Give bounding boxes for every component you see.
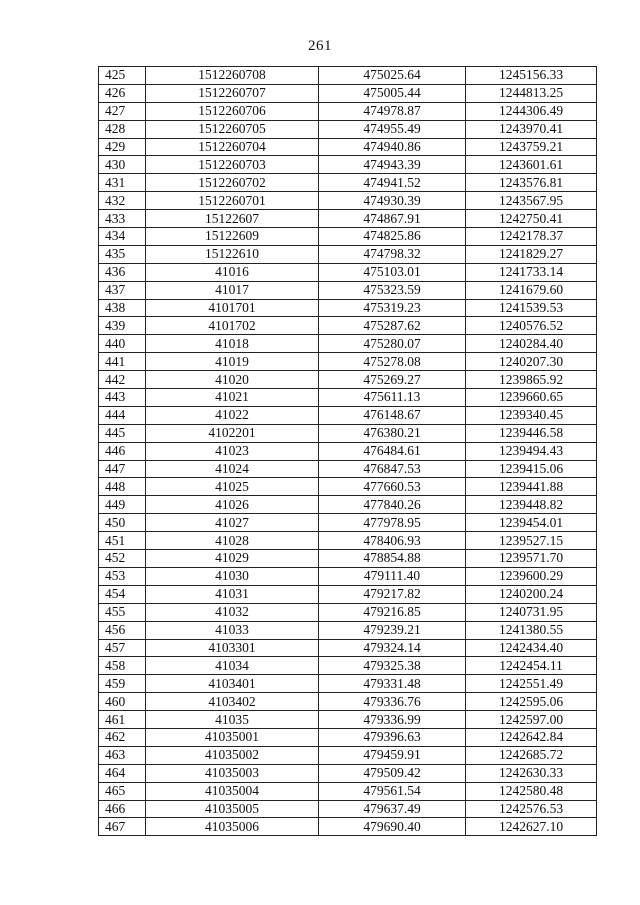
point-id-cell: 41033 [146, 621, 319, 639]
coord-y-cell: 1239527.15 [466, 532, 597, 550]
coord-y-cell: 1239441.88 [466, 478, 597, 496]
coord-y-cell: 1240200.24 [466, 585, 597, 603]
table-row [99, 263, 597, 281]
coord-y-cell: 1240207.30 [466, 353, 597, 371]
table-row [99, 746, 597, 764]
table-row [99, 210, 597, 228]
point-id-cell: 41035003 [146, 764, 319, 782]
coord-x-cell: 476484.61 [319, 442, 466, 460]
row-number-cell: 447 [99, 460, 146, 478]
row-number-cell: 433 [99, 210, 146, 228]
coord-y-cell: 1239415.06 [466, 460, 597, 478]
table-row [99, 299, 597, 317]
point-id-cell: 41016 [146, 263, 319, 281]
coord-y-cell: 1243970.41 [466, 120, 597, 138]
table-row [99, 102, 597, 120]
point-id-cell: 1512260708 [146, 67, 319, 85]
row-number-cell: 446 [99, 442, 146, 460]
coord-y-cell: 1239600.29 [466, 567, 597, 585]
coord-x-cell: 477978.95 [319, 514, 466, 532]
coord-x-cell: 479325.38 [319, 657, 466, 675]
row-number-cell: 449 [99, 496, 146, 514]
coord-x-cell: 474955.49 [319, 120, 466, 138]
point-id-cell: 41034 [146, 657, 319, 675]
coord-y-cell: 1241539.53 [466, 299, 597, 317]
coord-y-cell: 1239865.92 [466, 371, 597, 389]
row-number-cell: 453 [99, 567, 146, 585]
row-number-cell: 436 [99, 263, 146, 281]
table-row [99, 460, 597, 478]
row-number-cell: 431 [99, 174, 146, 192]
table-row [99, 514, 597, 532]
point-id-cell: 4103401 [146, 675, 319, 693]
row-number-cell: 452 [99, 550, 146, 568]
coord-x-cell: 478854.88 [319, 550, 466, 568]
coord-x-cell: 478406.93 [319, 532, 466, 550]
point-id-cell: 41035004 [146, 782, 319, 800]
coord-x-cell: 474798.32 [319, 245, 466, 263]
table-row [99, 585, 597, 603]
point-id-cell: 41021 [146, 389, 319, 407]
coord-y-cell: 1242642.84 [466, 728, 597, 746]
coord-x-cell: 476148.67 [319, 406, 466, 424]
table-row [99, 567, 597, 585]
coord-y-cell: 1240576.52 [466, 317, 597, 335]
point-id-cell: 1512260701 [146, 192, 319, 210]
point-id-cell: 41017 [146, 281, 319, 299]
table-row [99, 192, 597, 210]
point-id-cell: 41030 [146, 567, 319, 585]
coord-y-cell: 1239494.43 [466, 442, 597, 460]
coord-y-cell: 1242685.72 [466, 746, 597, 764]
coord-y-cell: 1239340.45 [466, 406, 597, 424]
table-row [99, 728, 597, 746]
row-number-cell: 450 [99, 514, 146, 532]
coord-y-cell: 1239454.01 [466, 514, 597, 532]
coord-x-cell: 475323.59 [319, 281, 466, 299]
table-row [99, 782, 597, 800]
row-number-cell: 435 [99, 245, 146, 263]
table-row [99, 406, 597, 424]
row-number-cell: 434 [99, 228, 146, 246]
point-id-cell: 4101701 [146, 299, 319, 317]
row-number-cell: 454 [99, 585, 146, 603]
coord-y-cell: 1241733.14 [466, 263, 597, 281]
table-row [99, 550, 597, 568]
page-number: 261 [308, 38, 332, 54]
coord-x-cell: 477840.26 [319, 496, 466, 514]
table-row [99, 245, 597, 263]
row-number-cell: 462 [99, 728, 146, 746]
table-row [99, 335, 597, 353]
point-id-cell: 41032 [146, 603, 319, 621]
coord-y-cell: 1243567.95 [466, 192, 597, 210]
coord-x-cell: 479509.42 [319, 764, 466, 782]
row-number-cell: 467 [99, 818, 146, 836]
coord-x-cell: 475280.07 [319, 335, 466, 353]
point-id-cell: 1512260707 [146, 84, 319, 102]
coord-x-cell: 474930.39 [319, 192, 466, 210]
row-number-cell: 437 [99, 281, 146, 299]
coord-y-cell: 1239446.58 [466, 424, 597, 442]
row-number-cell: 456 [99, 621, 146, 639]
point-id-cell: 4101702 [146, 317, 319, 335]
point-id-cell: 41028 [146, 532, 319, 550]
coord-y-cell: 1242551.49 [466, 675, 597, 693]
coord-x-cell: 477660.53 [319, 478, 466, 496]
coord-y-cell: 1242630.33 [466, 764, 597, 782]
coord-y-cell: 1242576.53 [466, 800, 597, 818]
point-id-cell: 41018 [146, 335, 319, 353]
coord-y-cell: 1239660.65 [466, 389, 597, 407]
coord-x-cell: 479239.21 [319, 621, 466, 639]
row-number-cell: 463 [99, 746, 146, 764]
point-id-cell: 41025 [146, 478, 319, 496]
point-id-cell: 15122607 [146, 210, 319, 228]
table-row [99, 639, 597, 657]
table-row [99, 424, 597, 442]
point-id-cell: 41022 [146, 406, 319, 424]
row-number-cell: 458 [99, 657, 146, 675]
row-number-cell: 451 [99, 532, 146, 550]
table-row [99, 317, 597, 335]
coord-x-cell: 475005.44 [319, 84, 466, 102]
coord-y-cell: 1241380.55 [466, 621, 597, 639]
table-row [99, 353, 597, 371]
coord-x-cell: 475269.27 [319, 371, 466, 389]
point-id-cell: 1512260704 [146, 138, 319, 156]
table-row [99, 67, 597, 85]
row-number-cell: 464 [99, 764, 146, 782]
point-id-cell: 41020 [146, 371, 319, 389]
row-number-cell: 425 [99, 67, 146, 85]
row-number-cell: 444 [99, 406, 146, 424]
row-number-cell: 443 [99, 389, 146, 407]
coord-y-cell: 1241679.60 [466, 281, 597, 299]
coord-y-cell: 1243759.21 [466, 138, 597, 156]
table-row [99, 603, 597, 621]
coord-x-cell: 479336.76 [319, 693, 466, 711]
coord-x-cell: 474943.39 [319, 156, 466, 174]
coord-x-cell: 479324.14 [319, 639, 466, 657]
coordinates-table-body [99, 67, 597, 836]
coord-y-cell: 1239448.82 [466, 496, 597, 514]
table-row [99, 174, 597, 192]
row-number-cell: 441 [99, 353, 146, 371]
row-number-cell: 457 [99, 639, 146, 657]
coord-y-cell: 1245156.33 [466, 67, 597, 85]
coord-y-cell: 1244813.25 [466, 84, 597, 102]
coord-x-cell: 475278.08 [319, 353, 466, 371]
row-number-cell: 442 [99, 371, 146, 389]
point-id-cell: 41035002 [146, 746, 319, 764]
coord-y-cell: 1243576.81 [466, 174, 597, 192]
row-number-cell: 440 [99, 335, 146, 353]
table-row [99, 621, 597, 639]
coord-y-cell: 1242178.37 [466, 228, 597, 246]
point-id-cell: 4102201 [146, 424, 319, 442]
row-number-cell: 448 [99, 478, 146, 496]
point-id-cell: 41035 [146, 711, 319, 729]
point-id-cell: 15122610 [146, 245, 319, 263]
table-row [99, 675, 597, 693]
row-number-cell: 429 [99, 138, 146, 156]
point-id-cell: 1512260702 [146, 174, 319, 192]
point-id-cell: 41035001 [146, 728, 319, 746]
point-id-cell: 41031 [146, 585, 319, 603]
coord-x-cell: 479111.40 [319, 567, 466, 585]
coord-x-cell: 479217.82 [319, 585, 466, 603]
row-number-cell: 438 [99, 299, 146, 317]
row-number-cell: 430 [99, 156, 146, 174]
coord-y-cell: 1242595.06 [466, 693, 597, 711]
table-row [99, 138, 597, 156]
table-row [99, 281, 597, 299]
coord-x-cell: 475287.62 [319, 317, 466, 335]
row-number-cell: 455 [99, 603, 146, 621]
coord-x-cell: 479396.63 [319, 728, 466, 746]
coordinates-table [98, 66, 597, 836]
coord-x-cell: 474940.86 [319, 138, 466, 156]
coord-y-cell: 1244306.49 [466, 102, 597, 120]
table-row [99, 228, 597, 246]
row-number-cell: 428 [99, 120, 146, 138]
coord-y-cell: 1239571.70 [466, 550, 597, 568]
table-row [99, 800, 597, 818]
table-row [99, 496, 597, 514]
table-row [99, 764, 597, 782]
row-number-cell: 460 [99, 693, 146, 711]
point-id-cell: 41023 [146, 442, 319, 460]
table-row [99, 442, 597, 460]
row-number-cell: 459 [99, 675, 146, 693]
point-id-cell: 41035005 [146, 800, 319, 818]
table-row [99, 711, 597, 729]
point-id-cell: 1512260705 [146, 120, 319, 138]
table-row [99, 478, 597, 496]
row-number-cell: 432 [99, 192, 146, 210]
point-id-cell: 41027 [146, 514, 319, 532]
coord-y-cell: 1242597.00 [466, 711, 597, 729]
coord-y-cell: 1240731.95 [466, 603, 597, 621]
table-row [99, 693, 597, 711]
coord-y-cell: 1242750.41 [466, 210, 597, 228]
coord-x-cell: 475319.23 [319, 299, 466, 317]
point-id-cell: 41026 [146, 496, 319, 514]
point-id-cell: 1512260706 [146, 102, 319, 120]
coord-x-cell: 479637.49 [319, 800, 466, 818]
table-row [99, 532, 597, 550]
coord-x-cell: 474867.91 [319, 210, 466, 228]
row-number-cell: 466 [99, 800, 146, 818]
table-row [99, 120, 597, 138]
coord-x-cell: 476847.53 [319, 460, 466, 478]
row-number-cell: 461 [99, 711, 146, 729]
row-number-cell: 426 [99, 84, 146, 102]
point-id-cell: 41019 [146, 353, 319, 371]
coord-x-cell: 475103.01 [319, 263, 466, 281]
table-row [99, 818, 597, 836]
coord-x-cell: 474825.86 [319, 228, 466, 246]
point-id-cell: 15122609 [146, 228, 319, 246]
row-number-cell: 445 [99, 424, 146, 442]
table-row [99, 156, 597, 174]
coord-y-cell: 1242454.11 [466, 657, 597, 675]
coord-y-cell: 1240284.40 [466, 335, 597, 353]
coord-x-cell: 479331.48 [319, 675, 466, 693]
coord-y-cell: 1242434.40 [466, 639, 597, 657]
coord-x-cell: 475025.64 [319, 67, 466, 85]
coord-x-cell: 474978.87 [319, 102, 466, 120]
table-row [99, 657, 597, 675]
point-id-cell: 41024 [146, 460, 319, 478]
coord-x-cell: 479690.40 [319, 818, 466, 836]
coord-x-cell: 479561.54 [319, 782, 466, 800]
coord-y-cell: 1241829.27 [466, 245, 597, 263]
coord-y-cell: 1243601.61 [466, 156, 597, 174]
row-number-cell: 465 [99, 782, 146, 800]
coord-x-cell: 479216.85 [319, 603, 466, 621]
point-id-cell: 41029 [146, 550, 319, 568]
point-id-cell: 1512260703 [146, 156, 319, 174]
coord-y-cell: 1242627.10 [466, 818, 597, 836]
table-row [99, 389, 597, 407]
point-id-cell: 41035006 [146, 818, 319, 836]
coord-x-cell: 475611.13 [319, 389, 466, 407]
row-number-cell: 427 [99, 102, 146, 120]
row-number-cell: 439 [99, 317, 146, 335]
table-row [99, 371, 597, 389]
coord-y-cell: 1242580.48 [466, 782, 597, 800]
coord-x-cell: 479459.91 [319, 746, 466, 764]
coord-x-cell: 476380.21 [319, 424, 466, 442]
table-row [99, 84, 597, 102]
coord-x-cell: 479336.99 [319, 711, 466, 729]
coord-x-cell: 474941.52 [319, 174, 466, 192]
point-id-cell: 4103402 [146, 693, 319, 711]
point-id-cell: 4103301 [146, 639, 319, 657]
